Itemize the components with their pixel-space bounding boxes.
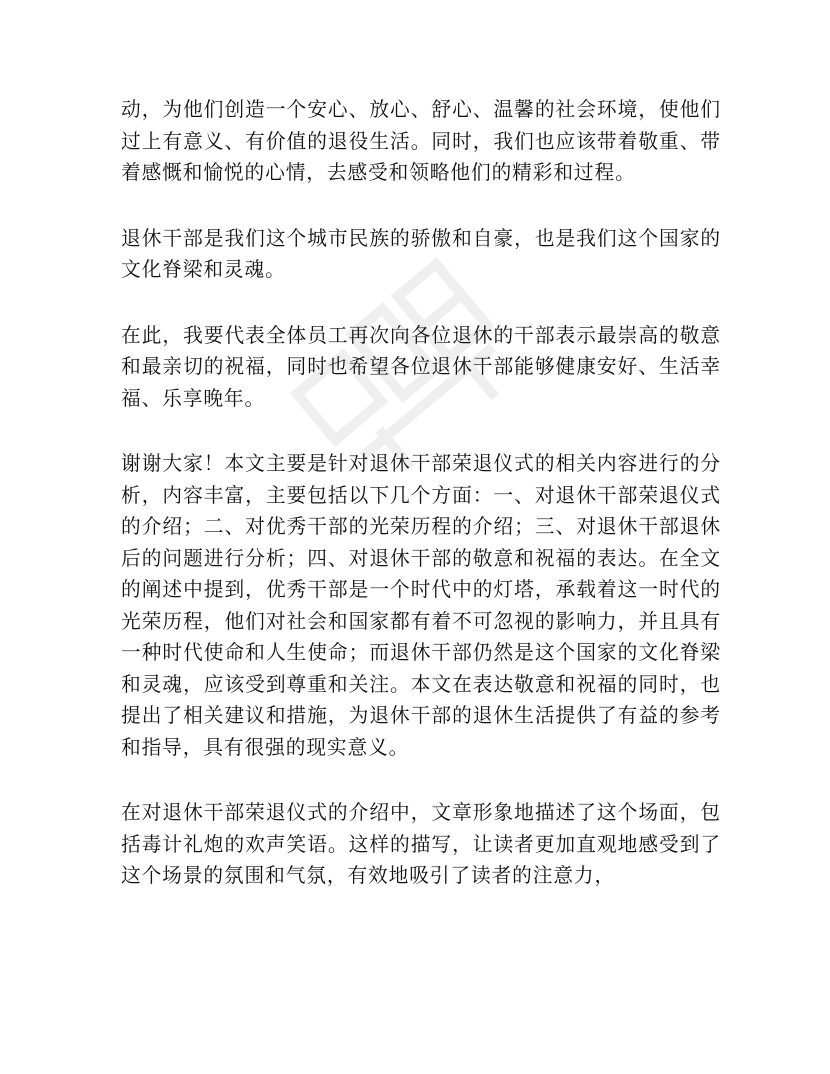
paragraph: 在对退休干部荣退仪式的介绍中，文章形象地描述了这个场面，包括毒计礼炮的欢声笑语。这样的描写，让读者更加直观地感受到了这个场景的氛围和气氛，有效地吸引了读者的注意力， [121,801,721,887]
paragraph: 退休干部是我们这个城市民族的骄傲和自豪，也是我们这个国家的文化脊梁和灵魂。 [121,226,721,281]
paragraph: 动，为他们创造一个安心、放心、舒心、温馨的社会环境，使他们过上有意义、有价值的退役生活。同时，我们也应该带着敬重、带着感慨和愉悦的心情，去感受和领略他们的精彩和过程。 [121,98,721,184]
paragraph: 在此，我要代表全体员工再次向各位退休的干部表示最崇高的敬意和最亲切的祝福，同时也希望各位退休干部能够健康安好、生活幸福、乐享晚年。 [121,323,721,410]
document-body [121,94,721,926]
paragraph: 谢谢大家！本文主要是针对退休干部荣退仪式的相关内容进行的分析，内容丰富，主要包括以下几个方面：一、对退休干部荣退仪式的介绍；二、对优秀干部的光荣历程的介绍；三、对退休干部退休后的问题进行分析；四、对退休干部的敬意和祝福的表达。在全文的阐述中提到，优秀干部是一个时代中的灯塔，承载着这一时代的光荣历程，他们对社会和国家都有着不可忽视的影响力，并且具有一种时代使命和人生使命；而退休干部仍然是这个国家的文化脊梁和灵魂，应该受到尊重和关注。本文在表达敬意和祝福的同时，也提出了相关建议和措施，为退休干部的退休生活提供了有益的参考和指导，具有很强的现实意义。 [121,452,721,759]
